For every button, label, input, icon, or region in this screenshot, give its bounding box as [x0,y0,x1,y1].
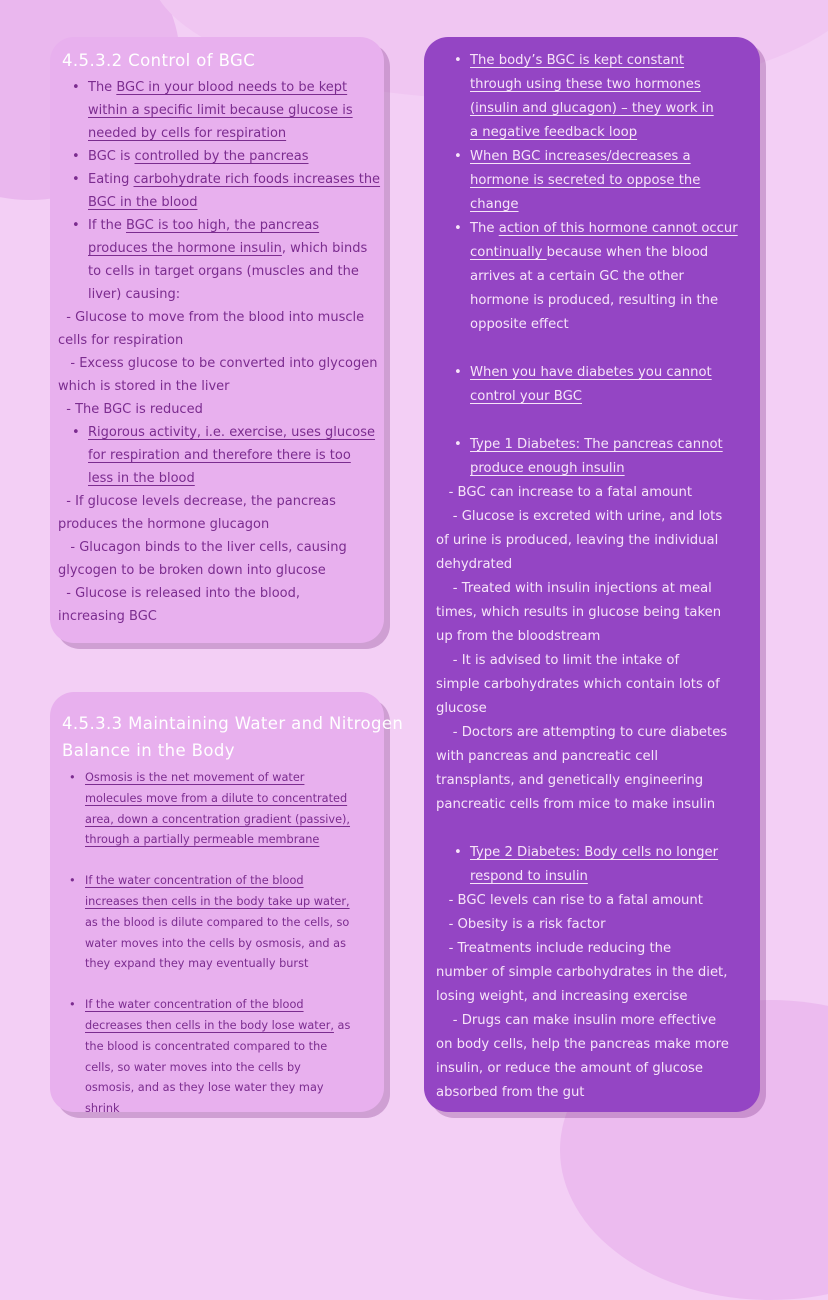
water-card-body [62,768,384,1120]
bgc-bullet-rigorous-activity [88,421,384,490]
water-b3-l4: cells, so water moves into the cells by [85,1060,301,1074]
bgc-bullet-carbohydrate [88,168,384,214]
t1d-line: with pancreas and pancreatic cell [436,749,658,764]
diabetes-b1-l3: (insulin and glucagon) – they work in [470,101,714,116]
t1d-line: pancreatic cells from mice to make insulin [436,797,716,812]
t1d-line: times, which results in glucose being taken [436,605,722,620]
bgc-b5-l1: • Rigorous activity, i.e. exercise, uses glucose [88,425,376,440]
diabetes-bullet-type2 [470,841,760,889]
bgc-b3-u1: carbohydrate rich foods increases the [133,172,381,187]
bgc-bullet-pancreas [88,145,384,168]
type1-details [436,481,760,817]
bgc-b4-l4: liver) causing: [88,287,181,302]
diabetes-b3-u1: action of this hormone cannot occur [498,221,738,236]
water-b1-l3: area, down a concentration gradient (passive), [85,812,351,826]
bgc-b2-u: controlled by the pancreas [134,149,309,164]
bgc-bullet-too-high [88,214,384,306]
water-b2-l5: they expand they may eventually burst [85,957,309,971]
diabetes-bullet-type1 [470,433,760,481]
t1d-line: - Glucose is excreted with urine, and lots [436,509,723,524]
diabetes-b1-l1: • The body’s BGC is kept constant [470,53,685,68]
diabetes-b2-l1: • When BGC increases/decreases a [470,149,691,164]
diabetes-b2-l3: change [470,197,519,212]
bgc-b1-u1: BGC in your blood needs to be kept [116,80,348,95]
diabetes-b6-l1: • Type 2 Diabetes: Body cells no longer [470,845,719,860]
t2d-line: insulin, or reduce the amount of glucose [436,1061,704,1076]
water-b3-l6: shrink [85,1102,120,1116]
diabetes-b3-l5: opposite effect [470,317,569,332]
bgc-d6-l1: - Glucose is released into the blood, [58,586,300,601]
bgc-card-title: 4.5.3.2 Control of BGC [62,51,256,70]
t2d-line: number of simple carbohydrates in the diet, [436,965,728,980]
bgc-dash-glucose-muscle [58,306,384,352]
t2d-line: - Treatments include reducing the [436,941,672,956]
water-bullet-increases [85,871,384,975]
t1d-line: glucose [436,701,487,716]
bgc-dash-glucagon-binds [58,536,384,582]
water-b2-u1: • If the water concentration of the blood [85,874,304,888]
bgc-dash-glucagon [58,490,384,536]
t1d-line: up from the bloodstream [436,629,601,644]
t1d-line: transplants, and genetically engineering [436,773,704,788]
diabetes-bullet-kept-constant [470,49,760,145]
water-bullet-osmosis [85,768,384,851]
water-b3-u2: decreases then cells in the body lose water, [85,1018,334,1032]
diabetes-b3-l4: hormone is produced, resulting in the [470,293,719,308]
water-b2-l3: as the blood is dilute compared to the cells, so [85,915,350,929]
bgc-control-card [50,37,384,643]
type2-details [436,889,760,1105]
bgc-b5-l2: for respiration and therefore there is too [88,448,351,463]
diabetes-bullet-hormone-secreted [470,145,760,217]
diabetes-card [424,37,760,1112]
bgc-b4-l2-post: , which binds [281,241,368,256]
bgc-dash-glycogen [58,352,384,398]
bgc-b4-u1: BGC is too high, the pancreas [126,218,320,233]
bgc-b1-pre: The [88,80,117,95]
t1d-line: simple carbohydrates which contain lots of [436,677,720,692]
bgc-d6-l2: increasing BGC [58,609,157,624]
t1d-line: - Doctors are attempting to cure diabetes [436,725,728,740]
diabetes-b6-l2: respond to insulin [470,869,588,884]
bgc-b1-l3: needed by cells for respiration [88,126,287,141]
t2d-line: - BGC levels can rise to a fatal amount [436,893,703,908]
diabetes-b3-pre: The [470,221,499,236]
water-card-title [62,710,404,764]
bgc-dash-glucose-released [58,582,384,628]
water-b3-l3: the blood is concentrated compared to the [85,1039,328,1053]
t1d-line: - Treated with insulin injections at meal [436,581,712,596]
diabetes-b4-l1: • When you have diabetes you cannot [470,365,712,380]
water-title-l2: Balance in the Body [62,741,235,760]
water-title-l1: 4.5.3.3 Maintaining Water and Nitrogen [62,714,404,733]
diabetes-b1-l4: a negative feedback loop [470,125,638,140]
diabetes-card-body [436,49,760,1105]
bgc-b3-u2: BGC in the blood [88,195,198,210]
diabetes-b3-l2-post: because when the blood [546,245,709,260]
diabetes-b4-l2: control your BGC [470,389,582,404]
bgc-d2-l2: which is stored in the liver [58,379,230,394]
bgc-d2-l1: - Excess glucose to be converted into glycogen [58,356,378,371]
t1d-line: of urine is produced, leaving the individual [436,533,719,548]
t2d-line: losing weight, and increasing exercise [436,989,688,1004]
t2d-line: - Obesity is a risk factor [436,917,606,932]
diabetes-b5-l2: produce enough insulin [470,461,625,476]
water-b2-u2: increases then cells in the body take up water, [85,894,350,908]
bgc-b5-l3: less in the blood [88,471,195,486]
t1d-line: dehydrated [436,557,513,572]
t2d-line: - Drugs can make insulin more effective [436,1013,717,1028]
bgc-b4-pre: If the [88,218,127,233]
water-b3-l2-post: as [333,1018,351,1032]
t2d-line: absorbed from the gut [436,1085,585,1100]
bgc-d1-l1: - Glucose to move from the blood into muscle [58,310,365,325]
bgc-d5-l2: glycogen to be broken down into glucose [58,563,326,578]
bgc-d4-l1: - If glucose levels decrease, the pancreas [58,494,336,509]
water-bullet-decreases [85,995,384,1120]
diabetes-b2-l2: hormone is secreted to oppose the [470,173,701,188]
diabetes-b5-l1: • Type 1 Diabetes: The pancreas cannot [470,437,723,452]
water-b2-l4: water moves into the cells by osmosis, and as [85,936,346,950]
bgc-bullet-specific-limit [88,76,384,145]
water-b3-l5: osmosis, and as they lose water they may [85,1081,324,1095]
water-b1-l2: molecules move from a dilute to concentrated [85,791,348,805]
water-b3-u1: • If the water concentration of the blood [85,998,304,1012]
diabetes-b3-l3: arrives at a certain GC the other [470,269,684,284]
t2d-line: on body cells, help the pancreas make more [436,1037,729,1052]
t1d-line: - It is advised to limit the intake of [436,653,680,668]
t1d-line: - BGC can increase to a fatal amount [436,485,693,500]
water-balance-card [50,692,404,1116]
bgc-b1-l2: within a specific limit because glucose is [88,103,353,118]
bgc-d3: - The BGC is reduced [58,402,203,417]
diabetes-bullet-cannot-control [470,361,760,409]
bgc-b3-pre: Eating [88,172,134,187]
water-b1-l4: through a partially permeable membrane [85,833,320,847]
bgc-b2-pre: BGC is [88,149,135,164]
water-b1-l1: • Osmosis is the net movement of water [85,771,305,784]
bgc-dash-reduced [58,398,384,421]
bgc-card-body [58,76,384,628]
diabetes-b3-u2: continually [470,245,547,260]
diabetes-b1-l2: through using these two hormones [470,77,701,92]
bgc-d4-l2: produces the hormone glucagon [58,517,270,532]
bgc-b4-u2: produces the hormone insulin [88,241,282,256]
diabetes-bullet-action-hormone [470,217,760,337]
bgc-b4-l3: to cells in target organs (muscles and the [88,264,359,279]
bgc-d1-l2: cells for respiration [58,333,184,348]
bgc-d5-l1: - Glucagon binds to the liver cells, causing [58,540,347,555]
